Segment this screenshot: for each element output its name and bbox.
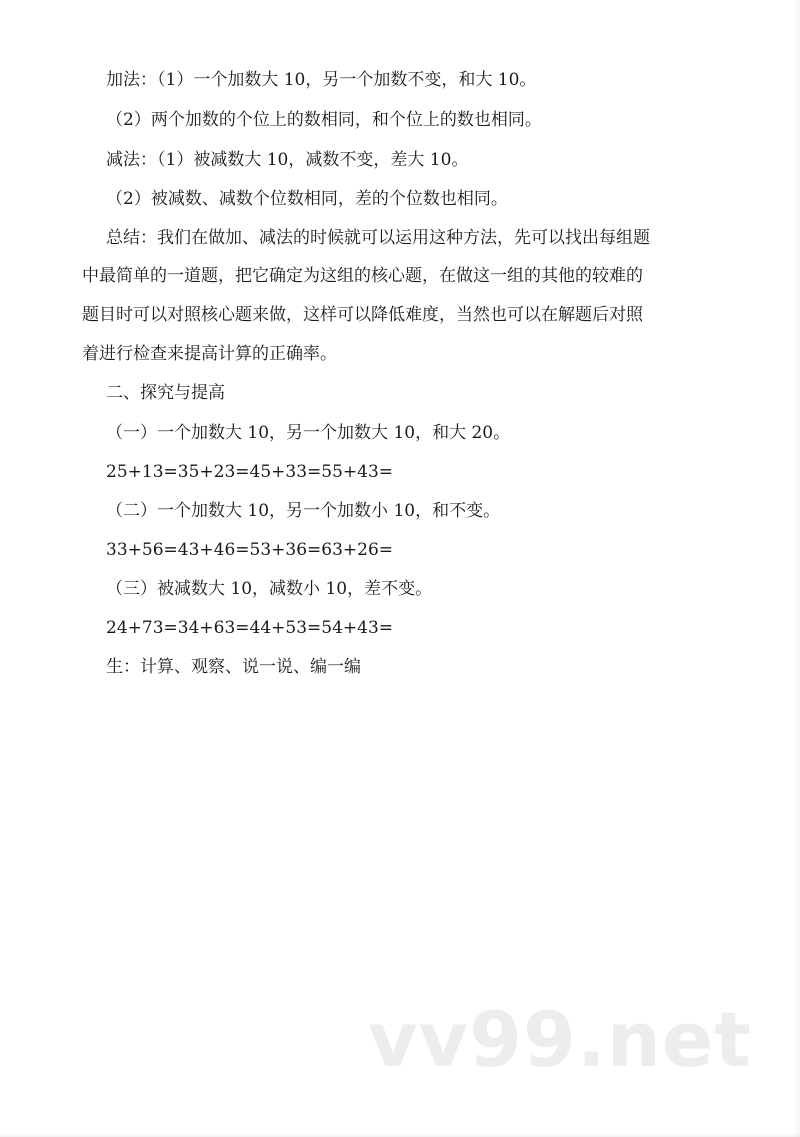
text-line-item-1: （一）一个加数大 10，另一个加数大 10，和大 20。 [106, 423, 511, 443]
text-line-addition-rule-2: （2）两个加数的个位上的数相同，和个位上的数也相同。 [106, 110, 542, 130]
section-heading: 二、探究与提高 [106, 383, 225, 403]
text-line-summary-4: 着进行检查来提高计算的正确率。 [82, 344, 337, 364]
text-line-summary-1: 总结：我们在做加、减法的时候就可以运用这种方法，先可以找出每组题 [106, 228, 650, 248]
text-line-addition-rule-1: 加法：（1）一个加数大 10，另一个加数不变，和大 10。 [106, 70, 537, 90]
equation-line-1: 25+13=35+23=45+33=55+43= [106, 462, 394, 482]
text-line-summary-2: 中最简单的一道题，把它确定为这组的核心题，在做这一组的其他的较难的 [82, 266, 643, 286]
page-bottom-edge [0, 1133, 800, 1137]
text-line-subtraction-rule-2: （2）被减数、减数个位数相同，差的个位数也相同。 [106, 189, 508, 209]
text-line-subtraction-rule-1: 减法：（1）被减数大 10，减数不变，差大 10。 [106, 150, 469, 170]
text-line-student-activity: 生：计算、观察、说一说、编一编 [106, 657, 361, 677]
equation-line-2: 33+56=43+46=53+36=63+26= [106, 540, 394, 560]
page-edge [794, 0, 800, 1137]
text-line-item-2: （二）一个加数大 10，另一个加数小 10，和不变。 [106, 501, 501, 521]
text-line-item-3: （三）被减数大 10，减数小 10，差不变。 [106, 579, 433, 599]
watermark-logo: vv99.net [368, 995, 752, 1084]
text-line-summary-3: 题目时可以对照核心题来做，这样可以降低难度，当然也可以在解题后对照 [82, 305, 643, 325]
equation-line-3: 24+73=34+63=44+53=54+43= [106, 618, 394, 638]
